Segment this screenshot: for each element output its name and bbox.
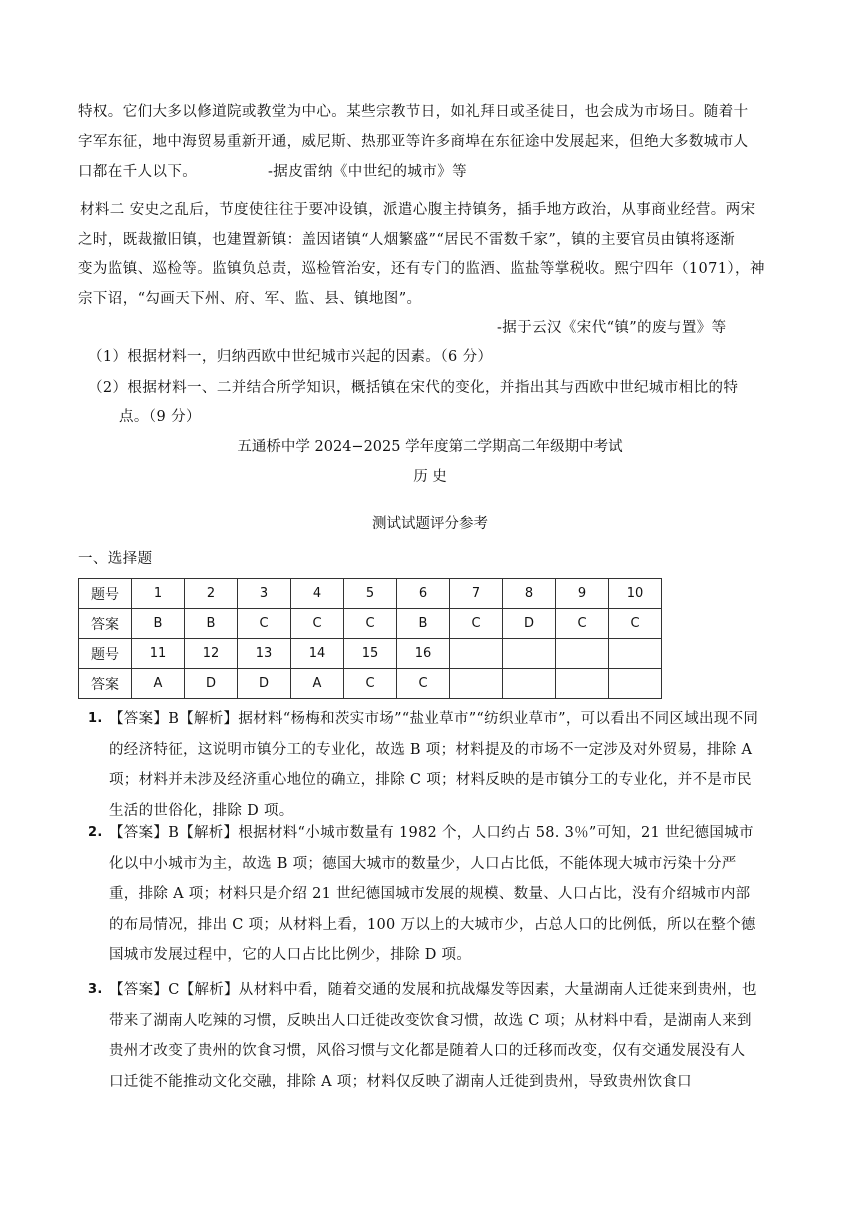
table-cell: C bbox=[609, 609, 662, 639]
material2-line-1: 材料二 安史之乱后，节度使往往于要冲设镇，派遣心腹主持镇务，插手地方政治，从事商业经营。两宋 bbox=[80, 202, 756, 218]
item-number: 3. bbox=[88, 982, 103, 997]
item-text: 【答案】C【解析】从材料中看，随着交通的发展和抗战爆发等因素，大量湖南人迁徙来到贵州，也带来了湖南人吃辣的习惯，反映出人口迁徙改变饮食习惯，故选 C 项；从材料中看，是湖南人来到贵州才改变了贵州的饮食习惯，风俗习惯与文化都是随着人口的迁移而改变，仅有交通发展没有人口迁徙不能推动文化交融，排除 A 项；材料仅反映了湖南人迁徙到贵州，导致贵州饮食口 bbox=[109, 982, 757, 1090]
question-1: （1）根据材料一，归纳西欧中世纪城市兴起的因素。（6 分） bbox=[88, 349, 493, 365]
table-cell: 5 bbox=[344, 579, 397, 609]
table-cell: C bbox=[344, 609, 397, 639]
table-cell bbox=[450, 669, 503, 699]
table-row bbox=[79, 579, 662, 609]
table-cell: 7 bbox=[450, 579, 503, 609]
table-cell bbox=[609, 639, 662, 669]
table-cell bbox=[556, 669, 609, 699]
material1-line-2: 字军东征，地中海贸易重新开通，威尼斯、热那亚等许多商埠在东征途中发展起来，但绝大多数城市人 bbox=[78, 134, 749, 150]
table-cell: 16 bbox=[397, 639, 450, 669]
item-number: 1. bbox=[88, 711, 103, 726]
explanation-item-2 bbox=[88, 818, 760, 971]
table-cell: 2 bbox=[185, 579, 238, 609]
table-cell: 13 bbox=[238, 639, 291, 669]
item-text: 【答案】B【解析】据材料“杨梅和茨实市场”“盐业草市”“纺织业草市”，可以看出不同区域出现不同的经济特征，这说明市镇分工的专业化，故选 B 项；材料提及的市场不一定涉及对外贸易，排除 A 项；材料并未涉及经济重心地位的确立，排除 C 项；材料反映的是市镇分工的专业化，并不是市民生活的世俗化，排除 D 项。 bbox=[109, 711, 759, 819]
table-cell bbox=[503, 639, 556, 669]
table-cell: 8 bbox=[503, 579, 556, 609]
table-cell: A bbox=[291, 669, 344, 699]
explanation-item-3 bbox=[88, 975, 760, 1097]
table-cell: C bbox=[450, 609, 503, 639]
table-cell: B bbox=[185, 609, 238, 639]
table-row bbox=[79, 609, 662, 639]
table-cell: 3 bbox=[238, 579, 291, 609]
table-cell: C bbox=[344, 669, 397, 699]
answer-table bbox=[78, 578, 662, 699]
table-row-header: 题号 bbox=[79, 579, 132, 609]
item-number: 2. bbox=[88, 825, 103, 840]
section-heading: 一、选择题 bbox=[78, 551, 153, 567]
material1-line-1: 特权。它们大多以修道院或教堂为中心。某些宗教节日，如礼拜日或圣徒日，也会成为市场日。随着十 bbox=[78, 104, 749, 120]
table-row-header: 题号 bbox=[79, 639, 132, 669]
table-cell: 10 bbox=[609, 579, 662, 609]
table-cell bbox=[556, 639, 609, 669]
subject-title: 历 史 bbox=[413, 469, 447, 485]
table-cell: 6 bbox=[397, 579, 450, 609]
table-row-header: 答案 bbox=[79, 669, 132, 699]
material1-source: -据皮雷纳《中世纪的城市》等 bbox=[268, 164, 467, 180]
table-cell bbox=[450, 639, 503, 669]
table-cell: D bbox=[185, 669, 238, 699]
table-cell: A bbox=[132, 669, 185, 699]
table-cell: 12 bbox=[185, 639, 238, 669]
material2-line-3: 变为监镇、巡检等。监镇负总责，巡检管治安，还有专门的监酒、监盐等掌税收。熙宁四年（1071），神 bbox=[78, 261, 765, 277]
table-cell bbox=[609, 669, 662, 699]
reference-title: 测试试题评分参考 bbox=[372, 516, 488, 532]
table-cell: 1 bbox=[132, 579, 185, 609]
table-cell bbox=[503, 669, 556, 699]
table-cell: C bbox=[291, 609, 344, 639]
material2-source: -据于云汉《宋代“镇”的废与置》等 bbox=[497, 320, 727, 336]
question-2-line-1: （2）根据材料一、二并结合所学知识，概括镇在宋代的变化，并指出其与西欧中世纪城市相比的特 bbox=[88, 380, 739, 396]
question-2-line-2: 点。（9 分） bbox=[119, 409, 201, 425]
table-cell: 14 bbox=[291, 639, 344, 669]
exam-title: 五通桥中学 2024−2025 学年度第二学期高二年级期中考试 bbox=[237, 439, 623, 455]
table-cell: D bbox=[503, 609, 556, 639]
table-cell: B bbox=[132, 609, 185, 639]
table-row-header: 答案 bbox=[79, 609, 132, 639]
table-row bbox=[79, 639, 662, 669]
table-cell: D bbox=[238, 669, 291, 699]
table-cell: B bbox=[397, 609, 450, 639]
table-cell: 11 bbox=[132, 639, 185, 669]
material2-line-4: 宗下诏，“勾画天下州、府、军、监、县、镇地图”。 bbox=[78, 291, 422, 307]
material2-line-2: 之时，既裁撤旧镇，也建置新镇：盖因诸镇“人烟繁盛”“居民不雷数千家”，镇的主要官员由镇将逐渐 bbox=[78, 232, 736, 248]
table-cell: C bbox=[556, 609, 609, 639]
explanation-item-1 bbox=[88, 704, 760, 826]
table-row bbox=[79, 669, 662, 699]
table-cell: 4 bbox=[291, 579, 344, 609]
material1-line-3: 口都在千人以下。 bbox=[78, 164, 198, 180]
item-text: 【答案】B【解析】根据材料“小城市数量有 1982 个，人口约占 58. 3％”可知，21 世纪德国城市化以中小城市为主，故选 B 项；德国大城市的数量少，人口占比低，不能体现大城市污染十分严重，排除 A 项；材料只是介绍 21 世纪德国城市发展的规模、数量、人口占比，没有介绍城市内部的布局情况，排出 C 项；从材料上看，100 万以上的大城市少，占总人口的比例低，所以在整个德国城市发展过程中，它的人口占比比例少，排除 D 项。 bbox=[109, 825, 756, 963]
table-cell: 9 bbox=[556, 579, 609, 609]
table-cell: C bbox=[397, 669, 450, 699]
table-cell: 15 bbox=[344, 639, 397, 669]
table-cell: C bbox=[238, 609, 291, 639]
